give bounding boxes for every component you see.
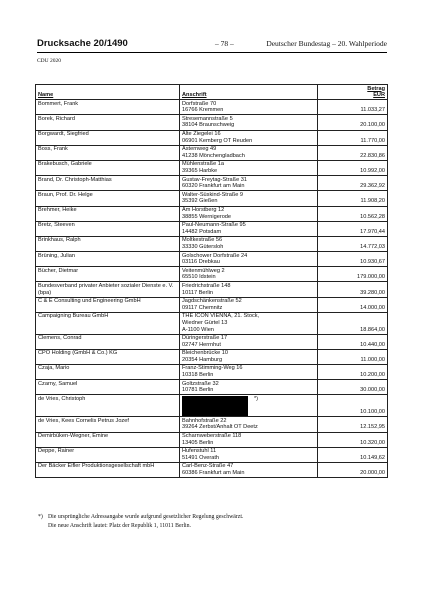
address-line: Walter-Süskind-Straße 9 xyxy=(182,191,244,198)
table-row xyxy=(36,145,388,160)
table-row xyxy=(36,100,388,115)
donor-address xyxy=(180,462,318,477)
donation-amount: 10.930,67 xyxy=(318,252,388,267)
redaction-footnote-mark: *) xyxy=(254,395,259,402)
donation-amount: 10.320,00 xyxy=(318,432,388,447)
donor-table xyxy=(35,84,388,478)
donation-amount: 10.200,00 xyxy=(318,364,388,379)
table-row xyxy=(36,206,388,221)
column-header-address: Anschrift xyxy=(180,85,318,100)
table-header-row xyxy=(36,85,388,100)
amount-header-line1: Betrag xyxy=(367,85,385,92)
table-row xyxy=(36,236,388,251)
donor-name: Bundesverband privater Anbieter sozialer Dienste e. V. (bpa) xyxy=(36,282,180,297)
table-row xyxy=(36,221,388,236)
address-line: Alte Ziegelei 16 xyxy=(182,131,221,138)
donation-amount: 18.864,00 xyxy=(318,312,388,334)
donor-name: de Vries, Christoph xyxy=(36,395,180,417)
donor-address xyxy=(180,267,318,282)
donor-address xyxy=(180,417,318,432)
address-line: 60386 Frankfurt am Main xyxy=(182,470,245,476)
table-row xyxy=(36,130,388,145)
donation-amount: 29.362,92 xyxy=(318,176,388,191)
address-line: 06901 Kemberg OT Reuden xyxy=(182,137,253,144)
table-row xyxy=(36,349,388,364)
address-line: Hufenstuhl 11 xyxy=(182,448,217,455)
donation-amount: 10.992,00 xyxy=(318,160,388,175)
address-line: Bahnhofstraße 22 xyxy=(182,417,227,424)
donor-address xyxy=(180,130,318,145)
address-line: Golschower Dorfstraße 24 xyxy=(182,252,248,259)
footnote-line-2: Die neue Anschrift lautet: Platz der Republik 1, 11011 Berlin. xyxy=(48,522,192,529)
address-line: 60320 Frankfurt am Main xyxy=(182,183,245,190)
address-line: 10117 Berlin xyxy=(182,289,213,296)
address-line: Moltkestraße 56 xyxy=(182,237,223,244)
donation-amount: 39.280,00 xyxy=(318,282,388,297)
table-row xyxy=(36,395,388,417)
donor-address xyxy=(180,349,318,364)
address-line: Dorfstraße 70 xyxy=(182,100,217,107)
donation-amount: 10.149,62 xyxy=(318,447,388,462)
donor-name: C & E Consulting und Engineering GmbH xyxy=(36,297,180,312)
table-row xyxy=(36,432,388,447)
address-line: Jagdschänkenstraße 52 xyxy=(182,298,242,305)
address-line: 13405 Berlin xyxy=(182,439,214,446)
donor-name: CPO Holding (GmbH & Co.) KG xyxy=(36,349,180,364)
donor-name: de Vries, Kees Cornelis Petrus Jozef xyxy=(36,417,180,432)
donor-name: Brüning, Julian xyxy=(36,252,180,267)
address-line: Gustav-Freytag-Straße 31 xyxy=(182,176,247,183)
donor-address xyxy=(180,334,318,349)
donation-amount: 14.000,00 xyxy=(318,297,388,312)
table-row xyxy=(36,462,388,477)
donation-amount: 11.770,00 xyxy=(318,130,388,145)
address-line: Stresemannstraße 5 xyxy=(182,115,233,122)
donor-address xyxy=(180,100,318,115)
address-line: Goltzstraße 32 xyxy=(182,380,219,387)
table-row xyxy=(36,334,388,349)
donor-name: Der Bäcker Eifler Produktionsgesellschaft mbH xyxy=(36,462,180,477)
table-row xyxy=(36,191,388,206)
document-number: Drucksache 20/1490 xyxy=(37,38,128,49)
footnote-mark: *) xyxy=(38,514,43,520)
address-line: 14482 Potsdam xyxy=(182,228,222,235)
table-row xyxy=(36,312,388,334)
address-line: Paul-Neumann-Straße 95 xyxy=(182,222,246,229)
donation-amount: 12.152,95 xyxy=(318,417,388,432)
table-row xyxy=(36,176,388,191)
address-line: 20354 Hamburg xyxy=(182,356,223,363)
donation-amount: 17.970,44 xyxy=(318,221,388,236)
donor-name: Deppe, Rainer xyxy=(36,447,180,462)
donor-name: Bommert, Frank xyxy=(36,100,180,115)
donor-address xyxy=(180,364,318,379)
donor-address xyxy=(180,447,318,462)
donor-address xyxy=(180,252,318,267)
donation-amount: 11.908,20 xyxy=(318,191,388,206)
address-line: 02747 Herrnhut xyxy=(182,341,221,348)
table-row xyxy=(36,364,388,379)
address-line: 10318 Berlin xyxy=(182,372,214,379)
donation-amount: 11.033,27 xyxy=(318,100,388,115)
table-row xyxy=(36,115,388,130)
address-line: 39365 Harbke xyxy=(182,168,218,175)
donation-amount: 10.562,28 xyxy=(318,206,388,221)
address-line: 09117 Chemnitz xyxy=(182,304,223,311)
party-year-label: CDU 2020 xyxy=(37,58,61,64)
donation-amount: 14.772,03 xyxy=(318,236,388,251)
donation-amount: 11.000,00 xyxy=(318,349,388,364)
address-line: Franz-Stimming-Weg 16 xyxy=(182,365,243,372)
donor-address xyxy=(180,206,318,221)
donor-name: Borek, Richard xyxy=(36,115,180,130)
address-line: THE ICON VIENNA, 21. Stock, xyxy=(182,313,260,320)
donor-address xyxy=(180,395,318,417)
donation-amount: 22.830,86 xyxy=(318,145,388,160)
address-line: 39264 Zerbst/Anhalt OT Deetz xyxy=(182,424,258,431)
donor-name: Brand, Dr. Christoph-Matthias xyxy=(36,176,180,191)
address-line: 35392 Gießen xyxy=(182,198,218,205)
donor-name: Braun, Prof. Dr. Helge xyxy=(36,191,180,206)
address-line: Düringerstraße 17 xyxy=(182,335,228,342)
page-number: – 78 – xyxy=(215,39,234,48)
table-row xyxy=(36,417,388,432)
footnote-line-1: Die ursprüngliche Adressangabe wurde aufgrund gesetzlicher Regelung geschwärzt. xyxy=(48,514,244,520)
address-line: 51491 Overath xyxy=(182,454,220,461)
donor-address xyxy=(180,312,318,334)
donor-address xyxy=(180,221,318,236)
donor-name: Campaigning Bureau GmbH xyxy=(36,312,180,334)
table-row xyxy=(36,297,388,312)
donor-address xyxy=(180,297,318,312)
donor-name: Boss, Frank xyxy=(36,145,180,160)
donor-name: Czarny, Samuel xyxy=(36,380,180,395)
donor-address xyxy=(180,145,318,160)
address-line: 38104 Braunschweig xyxy=(182,122,235,129)
donor-name: Brinkhaus, Ralph xyxy=(36,236,180,251)
address-line: Carl-Benz-Straße 47 xyxy=(182,463,234,470)
footnote xyxy=(38,513,368,530)
donor-name: Brakebusch, Gabriele xyxy=(36,160,180,175)
donor-address xyxy=(180,191,318,206)
parliament-label: Deutscher Bundestag – 20. Wahlperiode xyxy=(266,39,387,48)
address-line: 38855 Wernigerode xyxy=(182,213,232,220)
donation-amount: 179.000,00 xyxy=(318,267,388,282)
amount-header-line2: EUR xyxy=(373,92,385,99)
address-line: 16766 Kremmen xyxy=(182,107,224,114)
donor-address xyxy=(180,115,318,130)
table-row xyxy=(36,252,388,267)
redaction-block xyxy=(182,396,248,416)
address-line: A-1100 Wien xyxy=(182,326,214,333)
address-line: Friedrichstraße 148 xyxy=(182,282,231,289)
donor-name: Brehmer, Heike xyxy=(36,206,180,221)
donor-name: Bücher, Dietmar xyxy=(36,267,180,282)
table-row xyxy=(36,267,388,282)
donor-address xyxy=(180,176,318,191)
address-line: Asternweg 49 xyxy=(182,146,217,153)
donation-amount: 10.100,00 xyxy=(318,395,388,417)
donation-amount: 20.000,00 xyxy=(318,462,388,477)
table-row xyxy=(36,282,388,297)
donation-amount: 30.000,00 xyxy=(318,380,388,395)
table-row xyxy=(36,447,388,462)
column-header-amount xyxy=(318,85,388,100)
donor-name: Czaja, Mario xyxy=(36,364,180,379)
address-line: Bleichenbrücke 10 xyxy=(182,350,229,357)
donor-name: Demirbüken-Wegner, Emine xyxy=(36,432,180,447)
donor-name: Clemens, Conrad xyxy=(36,334,180,349)
address-line: Mühlenstraße 1a xyxy=(182,161,224,168)
donor-name: Bretz, Steeven xyxy=(36,221,180,236)
address-line: Am Horstberg 12 xyxy=(182,207,225,213)
donor-address xyxy=(180,282,318,297)
donor-address xyxy=(180,432,318,447)
header-rule xyxy=(37,52,387,53)
table-row xyxy=(36,160,388,175)
donation-amount: 10.440,00 xyxy=(318,334,388,349)
address-line: 65510 Idstein xyxy=(182,274,216,281)
address-line: 03116 Drebkau xyxy=(182,259,220,266)
address-line: Veitenmühlweg 2 xyxy=(182,267,225,274)
donation-amount: 20.100,00 xyxy=(318,115,388,130)
column-header-name: Name xyxy=(36,85,180,100)
address-line: Wiedner Gürtel 13 xyxy=(182,319,228,326)
table-row xyxy=(36,380,388,395)
address-line: 10781 Berlin xyxy=(182,387,214,394)
donor-address xyxy=(180,160,318,175)
address-line: 33330 Gütersloh xyxy=(182,243,224,250)
donor-address xyxy=(180,380,318,395)
address-line: 41238 Mönchengladbach xyxy=(182,152,245,159)
address-line: Scharnweberstraße 118 xyxy=(182,433,242,440)
donor-name: Borgwardt, Siegfried xyxy=(36,130,180,145)
donor-address xyxy=(180,236,318,251)
